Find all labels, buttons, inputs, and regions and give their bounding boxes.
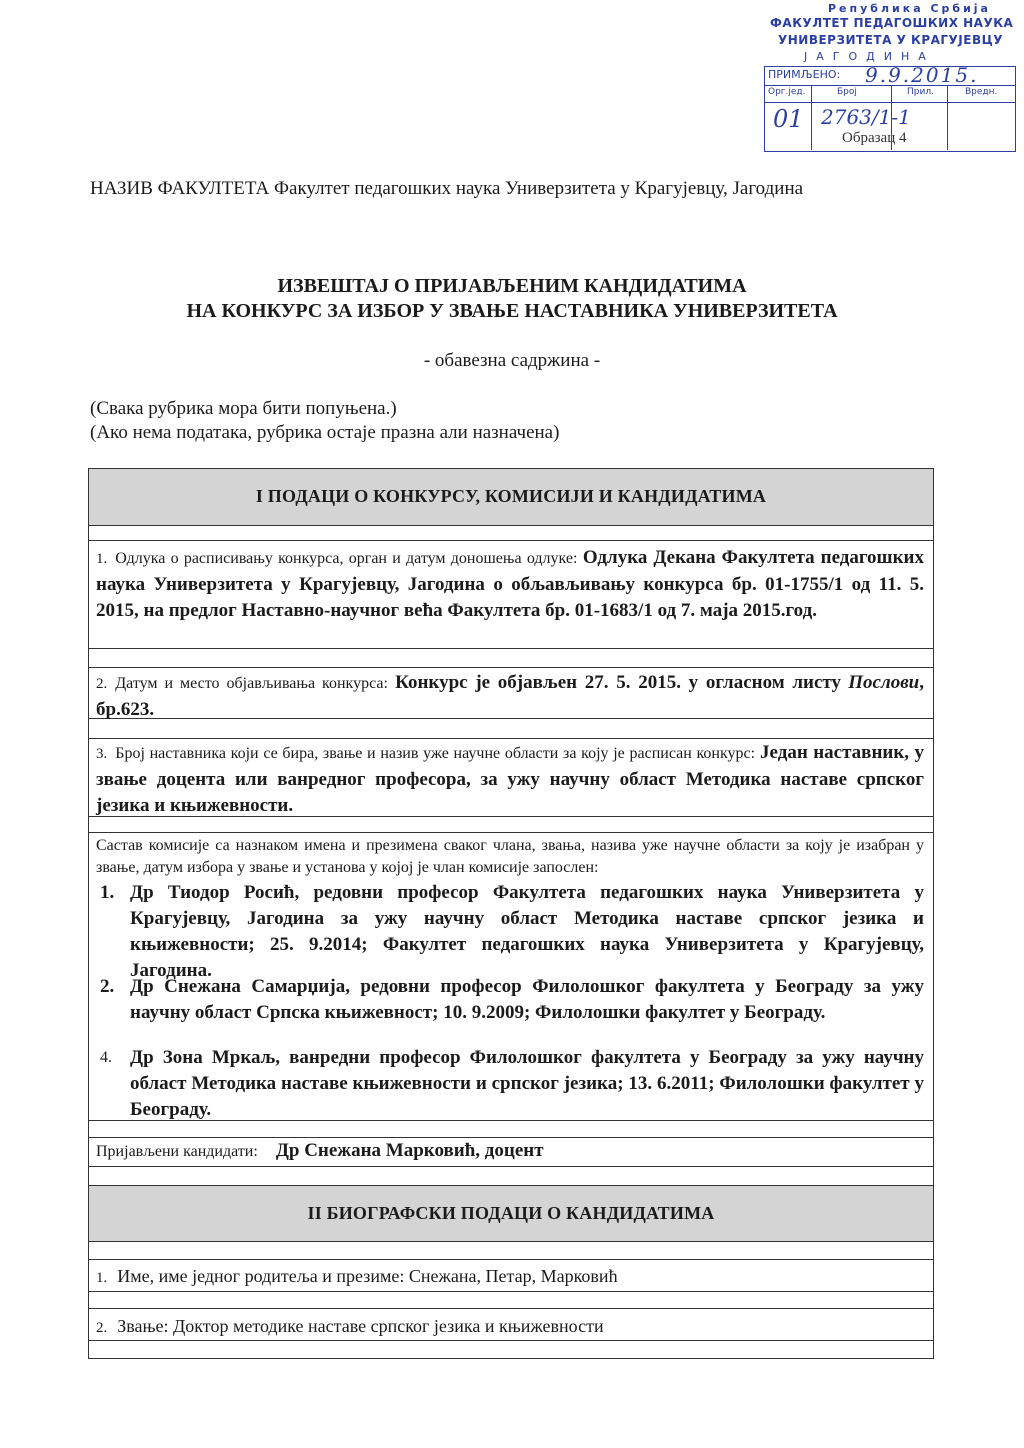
stamp-num-value: 2763/1-1	[821, 105, 911, 129]
stamp-col-attach: Прил.	[907, 87, 934, 97]
stamp-col-org: Орг.јед.	[768, 87, 806, 97]
contest-publication	[96, 670, 924, 723]
position-description	[96, 740, 924, 819]
bio-title-row	[96, 1316, 604, 1337]
contest-decision	[96, 545, 924, 624]
item-label: Датум и место објављивања конкурса:	[115, 675, 388, 692]
stamp-line-faculty: ФАКУЛТЕТ ПЕДАГОШКИХ НАУКА	[770, 16, 1014, 30]
item-number: 3.	[96, 746, 108, 762]
committee-member	[100, 974, 924, 1026]
note-fill-all: (Свака рубрика мора бити попуњена.)	[90, 398, 397, 419]
member-number: 1.	[100, 882, 115, 903]
form-label: Образац 4	[842, 130, 907, 146]
row-number: 1.	[96, 1270, 108, 1286]
member-number: 4.	[100, 1049, 112, 1066]
stamp-line-university: УНИВЕРЗИТЕТА У КРАГУЈЕВЦУ	[778, 33, 1003, 47]
registered-candidates	[96, 1140, 544, 1162]
stamp-line-republic: Република Србија	[828, 2, 991, 15]
stamp-line-city: ЈАГОДИНА	[804, 50, 935, 63]
member-number: 2.	[100, 976, 115, 997]
item-value-end: , бр.623.	[96, 672, 925, 720]
candidates-label: Пријављени кандидати:	[96, 1143, 258, 1160]
item-label: Број наставника који се бира, звање и назив уже научне области за коју је расписан конкурс:	[115, 745, 756, 762]
item-number: 2.	[96, 676, 108, 692]
report-title-line2: НА КОНКУРС ЗА ИЗБОР У ЗВАЊЕ НАСТАВНИКА УНИВЕРЗИТЕТА	[186, 300, 838, 322]
section2-header: II БИОГРАФСКИ ПОДАЦИ О КАНДИДАТИМА	[307, 1203, 715, 1223]
item-value: Један наставник, у звање доцента или ванредног професора, за ужу научну област Методика наставе српског језика и књижевности.	[96, 742, 924, 816]
committee-intro: Састав комисије са назнаком имена и презимена сваког члана, звања, назива уже научне области за коју је изабран у звање, датум избора у звање и установа у којој је члан комисије запослен:	[96, 837, 924, 876]
committee-member	[100, 880, 924, 984]
stamp-org-value: 01	[773, 105, 804, 133]
item-label: Одлука о расписивању конкурса, орган и датум доношења одлуке:	[115, 550, 578, 567]
note-empty-fields: (Ако нема података, рубрика остаје празна али назначена)	[90, 422, 560, 443]
candidates-value: Др Снежана Марковић, доцент	[275, 1140, 544, 1161]
stamp-col-value: Вредн.	[965, 87, 998, 97]
member-text: Др Снежана Самарџија, редовни професор Филолошког факултета у Београду за ужу научну област Српска књижевност; 10. 9.2009; Филолошки факултет у Београду.	[130, 976, 924, 1023]
section1-header: I ПОДАЦИ О КОНКУРСУ, КОМИСИЈИ И КАНДИДАТИМА	[255, 486, 767, 506]
item-number: 1.	[96, 551, 108, 567]
committee-member	[100, 1045, 924, 1123]
bio-title: Звање: Доктор методике наставе српског језика и књижевности	[117, 1316, 604, 1336]
member-text: Др Зона Мркаљ, ванредни професор Филолошког факултета у Београду за ужу научну област Методика наставе књижевности и српског језика; 13. 6.2011; Филолошки факултет у Београду.	[130, 1047, 924, 1120]
bio-name-row	[96, 1266, 618, 1287]
item-value: Конкурс је објављен 27. 5. 2015. у огласном листу	[395, 672, 842, 693]
member-text: Др Тиодор Росић, редовни професор Факултета педагошких наука Универзитета у Крагујевцу, Јагодина за ужу научну област Методика наставе српског језика и књижевности; 25. 9.2014; Факултет педагошких наука Универзитета у Крагујевцу, Јагодина.	[130, 882, 924, 981]
faculty-line: НАЗИВ ФАКУЛТЕТА Факултет педагошких наука Универзитета у Крагујевцу, Јагодина	[90, 178, 804, 199]
stamp-received-date: 9.9.2015.	[865, 63, 979, 87]
row-number: 2.	[96, 1320, 108, 1336]
item-value: Одлука Декана Факултета педагошких наука Универзитета у Крагујевцу, Јагодина о обљављивању конкурса бр. 01-1755/1 од 11. 5. 2015, на предлог Наставно-научног већа Факултета бр. 01-1683/1 од 7. маја 2015.год.	[96, 547, 924, 621]
stamp-received-label: ПРИМЉЕНО:	[768, 68, 841, 81]
stamp-col-num: Број	[837, 87, 857, 97]
bio-name: Име, име једног родитеља и презиме: Снежана, Петар, Марковић	[117, 1266, 618, 1286]
report-subtitle: - обавезна садржина -	[423, 350, 601, 371]
item-value-journal: Послови	[848, 672, 920, 693]
report-title-line1: ИЗВЕШТАЈ О ПРИЈАВЉЕНИМ КАНДИДАТИМА	[277, 275, 747, 297]
